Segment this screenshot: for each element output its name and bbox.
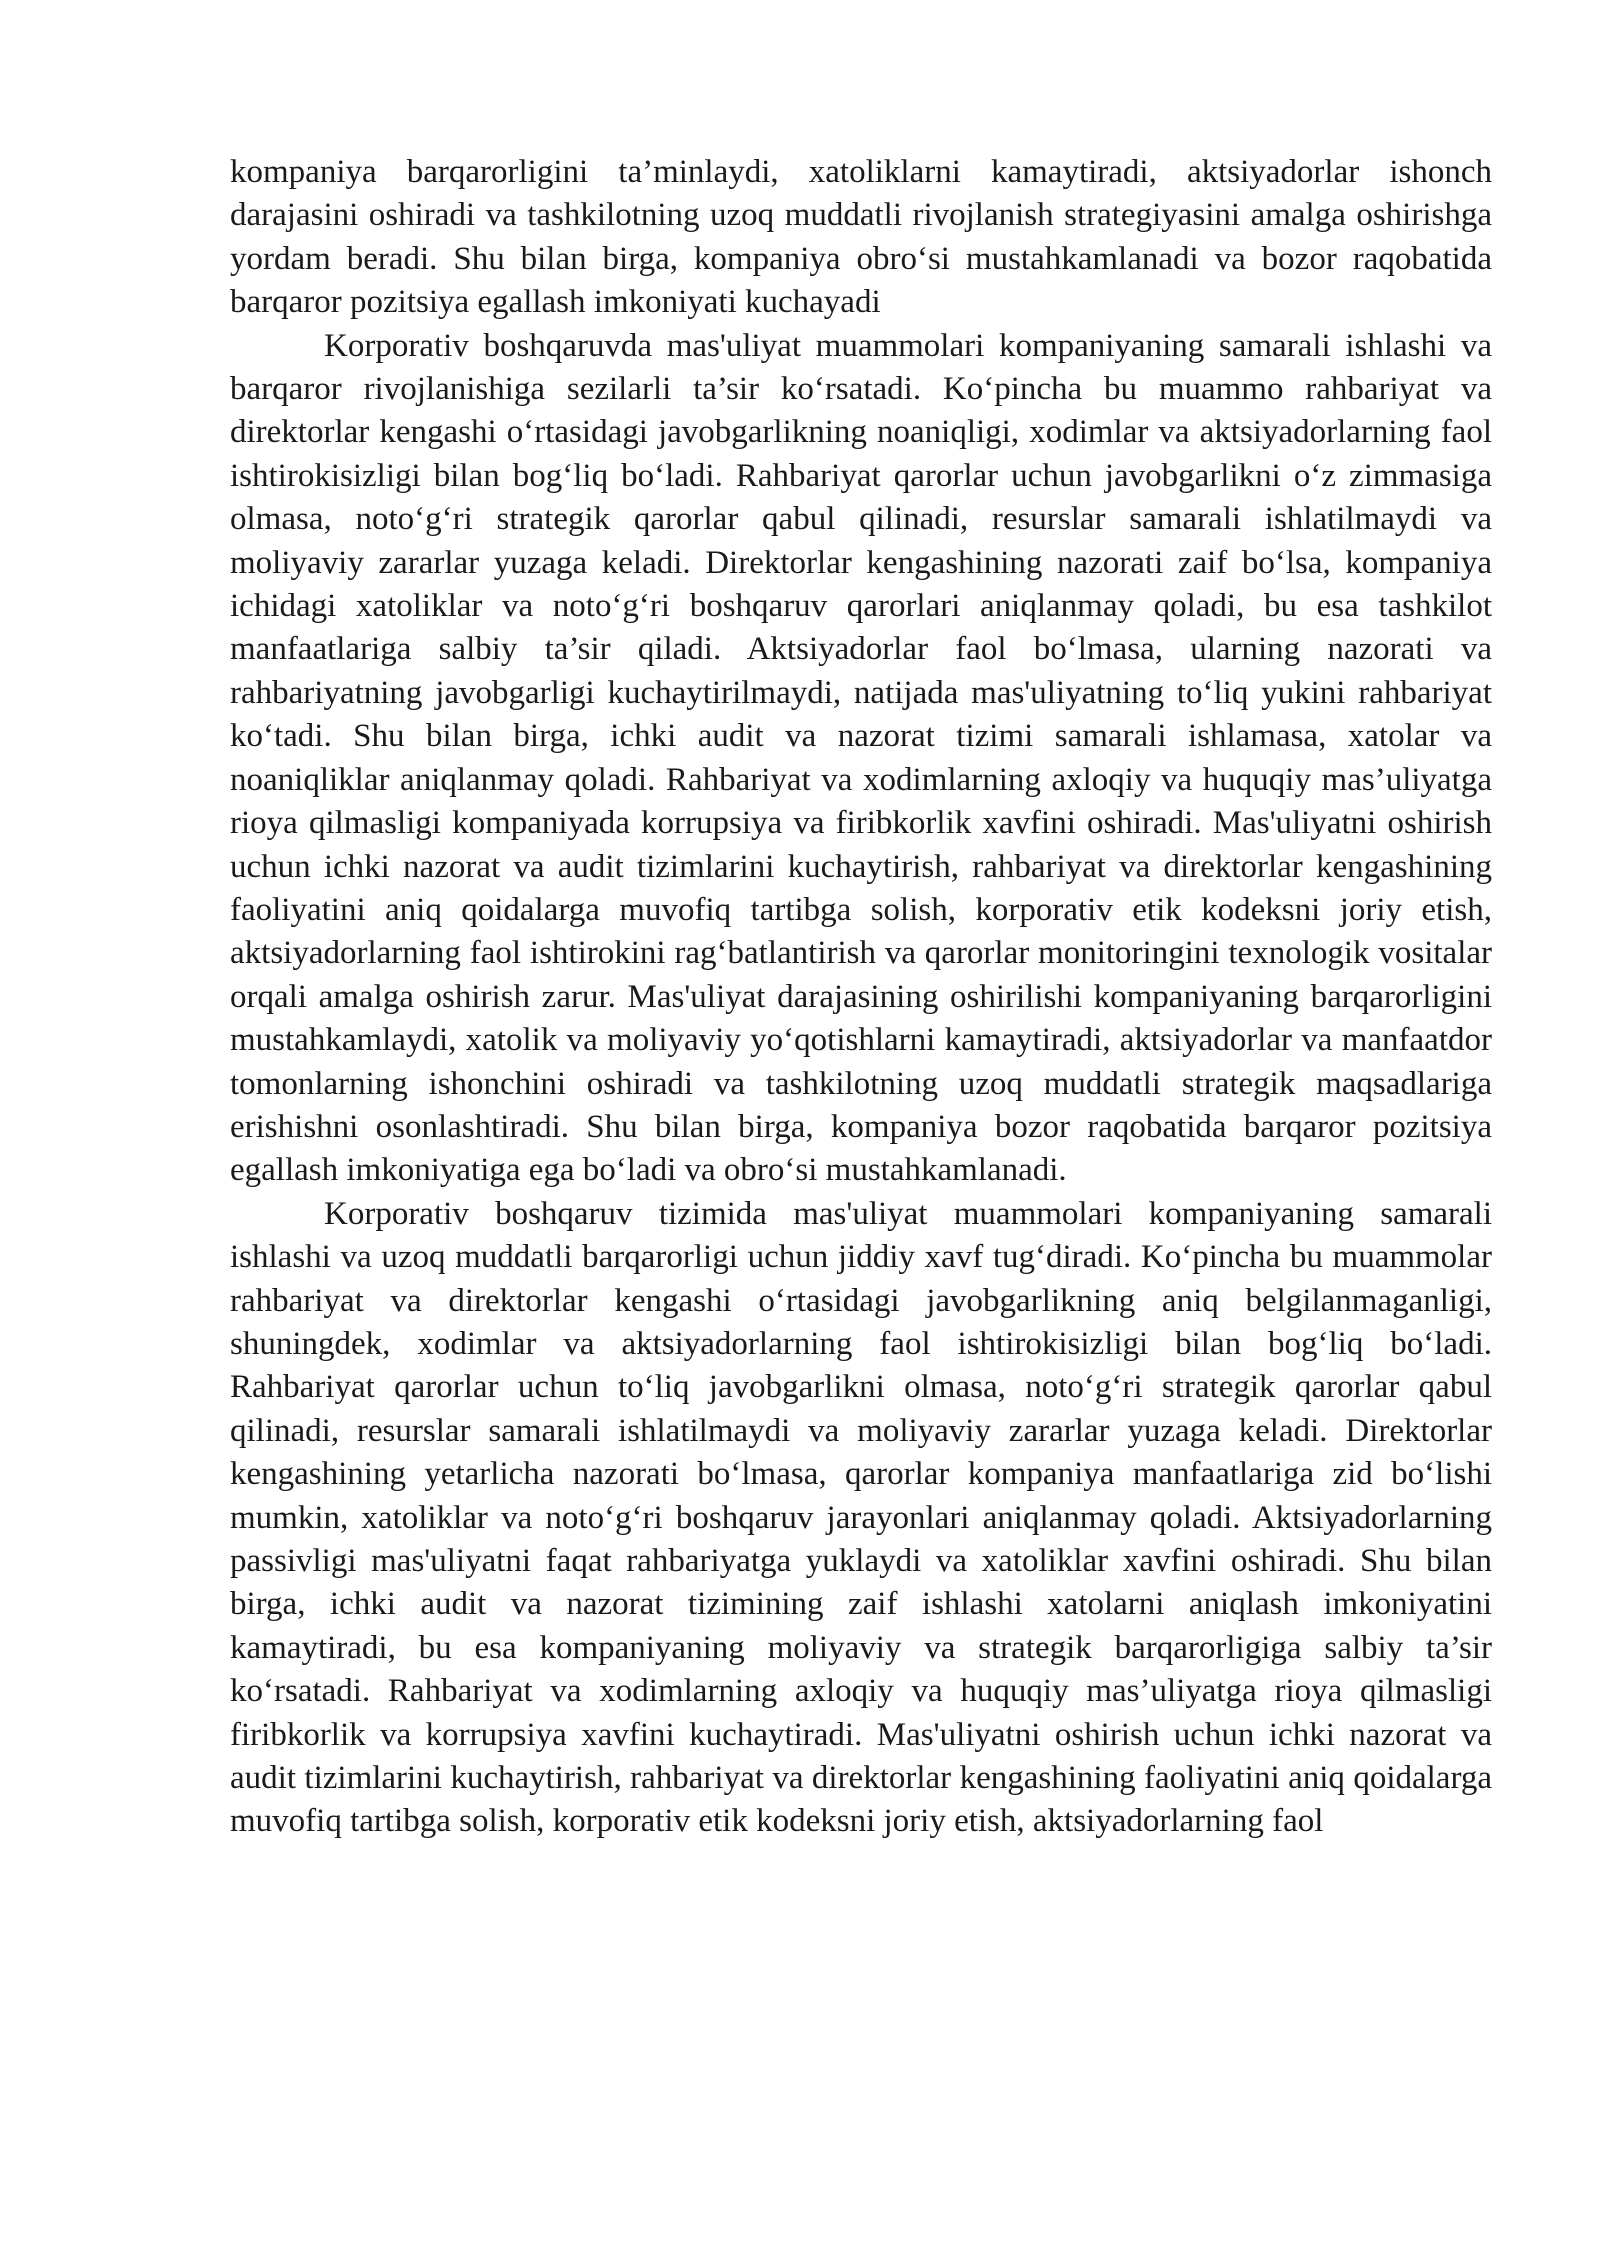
body-text xyxy=(230,151,1492,1844)
paragraph-responsibility-issues: Korporativ boshqaruvda mas'uliyat muammolari kompaniyaning samarali ishlashi va barqaror rivojlanishiga sezilarli ta’sir ko‘rsatadi. Ko‘pincha bu muammo rahbariyat va direktorlar kengashi o‘rtasidagi javobgarlikning noaniqligi, xodimlar va aktsiyadorlarning faol ishtirokisizligi bilan bog‘liq bo‘ladi. Rahbariyat qarorlar uchun javobgarlikni o‘z zimmasiga olmasa, noto‘g‘ri strategik qarorlar qabul qilinadi, resurslar samarali ishlatilmaydi va moliyaviy zararlar yuzaga keladi. Direktorlar kengashining nazorati zaif bo‘lsa, kompaniya ichidagi xatoliklar va noto‘g‘ri boshqaruv qarorlari aniqlanmay qoladi, bu esa tashkilot manfaatlariga salbiy ta’sir qiladi. Aktsiyadorlar faol bo‘lmasa, ularning nazorati va rahbariyatning javobgarligi kuchaytirilmaydi, natijada mas'uliyatning to‘liq yukini rahbariyat ko‘tadi. Shu bilan birga, ichki audit va nazorat tizimi samarali ishlamasa, xatolar va noaniqliklar aniqlanmay qoladi. Rahbariyat va xodimlarning axloqiy va huquqiy mas’uliyatga rioya qilmasligi kompaniyada korrupsiya va firibkorlik xavfini oshiradi. Mas'uliyatni oshirish uchun ichki nazorat va audit tizimlarini kuchaytirish, rahbariyat va direktorlar kengashining faoliyatini aniq qoidalarga muvofiq tartibga solish, korporativ etik kodeksni joriy etish, aktsiyadorlarning faol ishtirokini rag‘batlantirish va qarorlar monitoringini texnologik vositalar orqali amalga oshirish zarur. Mas'uliyat darajasining oshirilishi kompaniyaning barqarorligini mustahkamlaydi, xatolik va moliyaviy yo‘qotishlarni kamaytiradi, aktsiyadorlar va manfaatdor tomonlarning ishonchini oshiradi va tashkilotning uzoq muddatli strategik maqsadlariga erishishni osonlashtiradi. Shu bilan birga, kompaniya bozor raqobatida barqaror pozitsiya egallash imkoniyatiga ega bo‘ladi va obro‘si mustahkamlanadi. xyxy=(230,327,1492,1189)
paragraph-continuation: kompaniya barqarorligini ta’minlaydi, xatoliklarni kamaytiradi, aktsiyadorlar ishonch darajasini oshiradi va tashkilotning uzoq muddatli rivojlanish strategiyasini amalga oshirishga yordam beradi. Shu bilan birga, kompaniya obro‘si mustahkamlanadi va bozor raqobatida barqaror pozitsiya egallash imkoniyati kuchayadi xyxy=(230,154,1492,321)
paragraph-governance-risks: Korporativ boshqaruv tizimida mas'uliyat muammolari kompaniyaning samarali ishlashi va uzoq muddatli barqarorligi uchun jiddiy xavf tug‘diradi. Ko‘pincha bu muammolar rahbariyat va direktorlar kengashi o‘rtasidagi javobgarlikning aniq belgilanmaganligi, shuningdek, xodimlar va aktsiyadorlarning faol ishtirokisizligi bilan bog‘liq bo‘ladi. Rahbariyat qarorlar uchun to‘liq javobgarlikni olmasa, noto‘g‘ri strategik qarorlar qabul qilinadi, resurslar samarali ishlatilmaydi va moliyaviy zararlar yuzaga keladi. Direktorlar kengashining yetarlicha nazorati bo‘lmasa, qarorlar kompaniya manfaatlariga zid bo‘lishi mumkin, xatoliklar va noto‘g‘ri boshqaruv jarayonlari aniqlanmay qoladi. Aktsiyadorlarning passivligi mas'uliyatni faqat rahbariyatga yuklaydi va xatoliklar xavfini oshiradi. Shu bilan birga, ichki audit va nazorat tizimining zaif ishlashi xatolarni aniqlash imkoniyatini kamaytiradi, bu esa kompaniyaning moliyaviy va strategik barqarorligiga salbiy ta’sir ko‘rsatadi. Rahbariyat va xodimlarning axloqiy va huquqiy mas’uliyatga rioya qilmasligi firibkorlik va korrupsiya xavfini kuchaytiradi. Mas'uliyatni oshirish uchun ichki nazorat va audit tizimlarini kuchaytirish, rahbariyat va direktorlar kengashining faoliyatini aniq qoidalarga muvofiq tartibga solish, korporativ etik kodeksni joriy etish, aktsiyadorlarning faol xyxy=(230,1195,1492,1840)
